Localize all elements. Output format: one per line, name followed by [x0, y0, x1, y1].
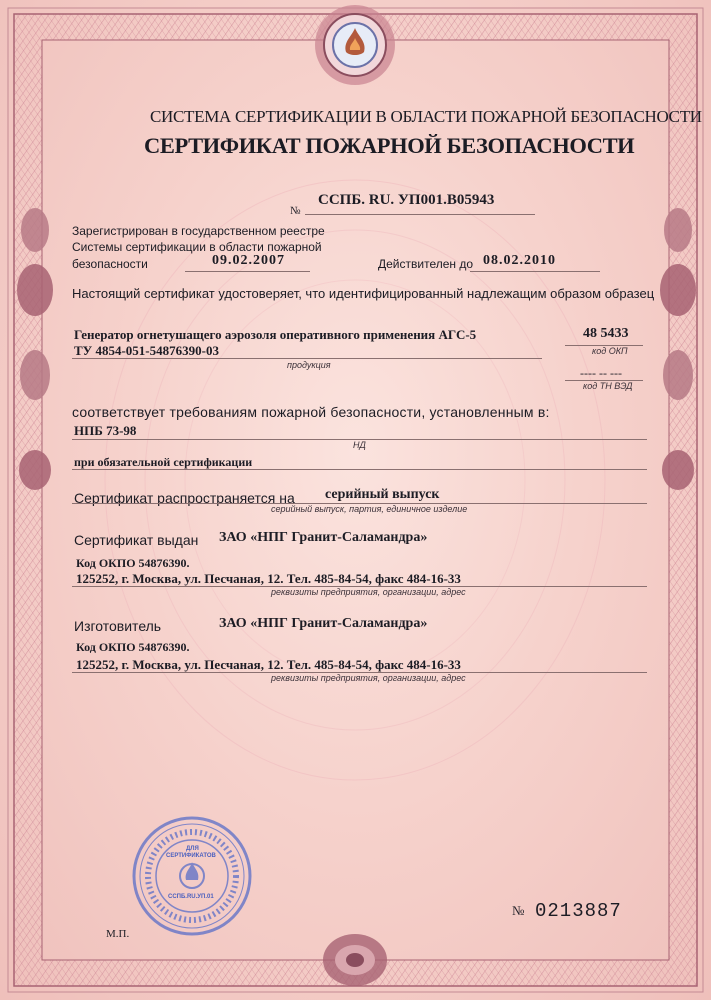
- registration-line-1: Зарегистрирован в государственном реестре: [72, 224, 325, 238]
- scope-value: серийный выпуск: [325, 487, 440, 502]
- issued-to-label: Сертификат выдан: [74, 532, 199, 548]
- issued-to-okpo: Код ОКПО 54876390.: [76, 556, 190, 570]
- certificate-title: СЕРТИФИКАТ ПОЖАРНОЙ БЕЗОПАСНОСТИ: [144, 133, 635, 158]
- registration-line-2: Системы сертификации в области пожарной: [72, 240, 322, 254]
- stamp-place-label: М.П.: [106, 928, 130, 940]
- conformity-text: соответствует требованиям пожарной безопасности, установленным в:: [72, 404, 550, 420]
- manufacturer-caption: реквизиты предприятия, организации, адрес: [271, 673, 466, 683]
- valid-until-date: 08.02.2010: [483, 253, 556, 268]
- bottom-rosette: [323, 934, 387, 986]
- product-caption: продукция: [287, 360, 331, 370]
- manufacturer-label: Изготовитель: [74, 618, 162, 634]
- scope-caption: серийный выпуск, партия, единичное изделие: [271, 504, 468, 514]
- okp-code: 48 5433: [583, 326, 629, 341]
- stamp-text-mid: СЕРТИФИКАТОВ: [166, 853, 216, 859]
- manufacturer-name: ЗАО «НПГ Гранит-Саламандра»: [219, 616, 428, 631]
- valid-until-label: Действителен до: [378, 257, 474, 271]
- product-name: Генератор огнетушащего аэрозоля оперативного применения АГС-5: [74, 327, 477, 342]
- issued-to-address: 125252, г. Москва, ул. Песчаная, 12. Тел. 485-84-54, факс 484-16-33: [76, 571, 461, 586]
- nd-caption: НД: [353, 440, 366, 450]
- tnved-code: ---- -- ---: [580, 366, 622, 380]
- serial-number-sign: №: [512, 903, 525, 918]
- manufacturer-address: 125252, г. Москва, ул. Песчаная, 12. Тел. 485-84-54, факс 484-16-33: [76, 657, 461, 672]
- tnved-caption: код ТН ВЭД: [583, 381, 633, 391]
- system-title: СИСТЕМА СЕРТИФИКАЦИИ В ОБЛАСТИ ПОЖАРНОЙ БЕЗОПАСНОСТИ: [150, 107, 702, 126]
- serial-number: 0213887: [535, 900, 622, 922]
- issued-to-caption: реквизиты предприятия, организации, адрес: [271, 587, 466, 597]
- stamp-text-bottom: ССПБ.RU.УП.01: [168, 894, 214, 900]
- fire-emblem: [315, 5, 395, 85]
- normative-document: НПБ 73-98: [74, 423, 137, 438]
- product-spec: ТУ 4854-051-54876390-03: [74, 343, 219, 358]
- manufacturer-okpo: Код ОКПО 54876390.: [76, 640, 190, 654]
- stamp-text-top: ДЛЯ: [186, 846, 199, 852]
- registration-line-3: безопасности: [72, 257, 148, 271]
- certificate-number: ССПБ. RU. УП001.В05943: [318, 192, 495, 208]
- statement: Настоящий сертификат удостоверяет, что идентифицированный надлежащим образом образец: [72, 286, 655, 301]
- registration-date: 09.02.2007: [212, 253, 285, 268]
- number-sign: №: [290, 205, 301, 217]
- scope-label: Сертификат распространяется на: [74, 490, 295, 506]
- blue-seal: [134, 818, 250, 934]
- okp-caption: код ОКП: [592, 346, 628, 356]
- certification-mode: при обязательной сертификации: [74, 455, 253, 469]
- issued-to-name: ЗАО «НПГ Гранит-Саламандра»: [219, 530, 428, 545]
